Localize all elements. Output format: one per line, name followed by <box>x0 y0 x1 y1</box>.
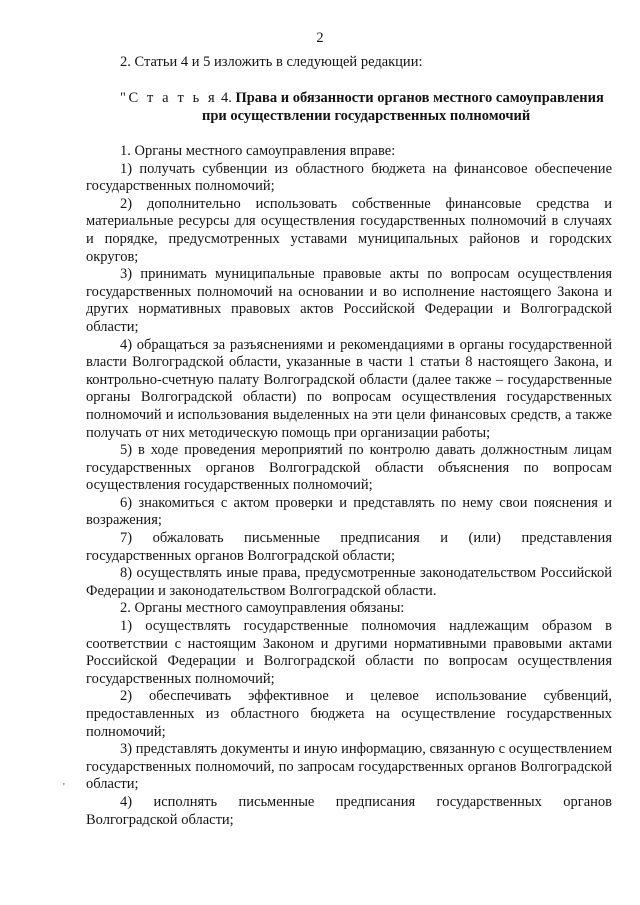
amendment-intro: 2. Статьи 4 и 5 изложить в следующей редакции: <box>120 54 423 70</box>
right-item-4: 4) обращаться за разъяснениями и рекомендациями в органы государственной власти Волгоградской области, указанные в части 1 статьи 8 настоящего Закона, и контрольно-счетную палату Волгоградской области (далее также – государственные органы Волгоградской области) по вопросам осуществления государственных полномочий и использования выделенных на эти цели финансовых средств, а также получать от них методическую помощь при организации работы; <box>86 336 612 441</box>
article-title-line1: Права и обязанности органов местного самоуправления <box>235 90 604 106</box>
article-body <box>86 143 612 829</box>
duty-item-1: 1) осуществлять государственные полномочия надлежащим образом в соответствии с настоящим Законом и другими нормативными правовыми актами Российской Федерации и Волгоградской области по вопросам осуществления государственных полномочий; <box>86 618 612 687</box>
margin-mark: ' <box>63 782 65 793</box>
duty-item-4: 4) исполнять письменные предписания государственных органов Волгоградской области; <box>86 793 612 828</box>
right-item-2: 2) дополнительно использовать собственные финансовые средства и материальные ресурсы для осуществления государственных полномочий в случаях и порядке, предусмотренных уставами муниципальных районов и городских округов; <box>86 195 612 265</box>
right-item-5: 5) в ходе проведения мероприятий по контролю давать должностным лицам государственных органов Волгоградской области объяснения по вопросам осуществления государственных полномочий; <box>86 442 612 494</box>
right-item-8: 8) осуществлять иные права, предусмотренные законодательством Российской Федерации и законодательством Волгоградской области. <box>86 565 612 599</box>
page-number: 2 <box>316 30 324 46</box>
paragraph-1-heading: 1. Органы местного самоуправления вправе: <box>120 143 396 159</box>
right-item-1: 1) получать субвенции из областного бюджета на финансовое обеспечение государственных полномочий; <box>86 160 612 195</box>
duty-item-2: 2) обеспечивать эффективное и целевое использование субвенций, предоставленных из областного бюджета на осуществление государственных полномочий; <box>86 688 612 740</box>
article-number: 4. <box>220 90 232 106</box>
right-item-3: 3) принимать муниципальные правовые акты по вопросам осуществления государственных полномочий на основании и во исполнение настоящего Закона и других нормативных правовых актов Российской Федерации и Волгоградской области; <box>86 266 612 335</box>
article-title-line2: при осуществлении государственных полномочий <box>202 108 531 124</box>
article-label: "С т а т ь я <box>120 90 218 106</box>
article-heading <box>120 89 610 125</box>
paragraph-2-heading: 2. Органы местного самоуправления обязаны: <box>120 600 405 617</box>
right-item-7: 7) обжаловать письменные предписания и (или) представления государственных органов Волгоградской области; <box>86 530 612 564</box>
right-item-6: 6) знакомиться с актом проверки и представлять по нему свои пояснения и возражения; <box>86 494 612 529</box>
duty-item-3: 3) представлять документы и иную информацию, связанную с осуществлением государственных полномочий, по запросам государственных органов Волгоградской области; <box>86 741 612 793</box>
